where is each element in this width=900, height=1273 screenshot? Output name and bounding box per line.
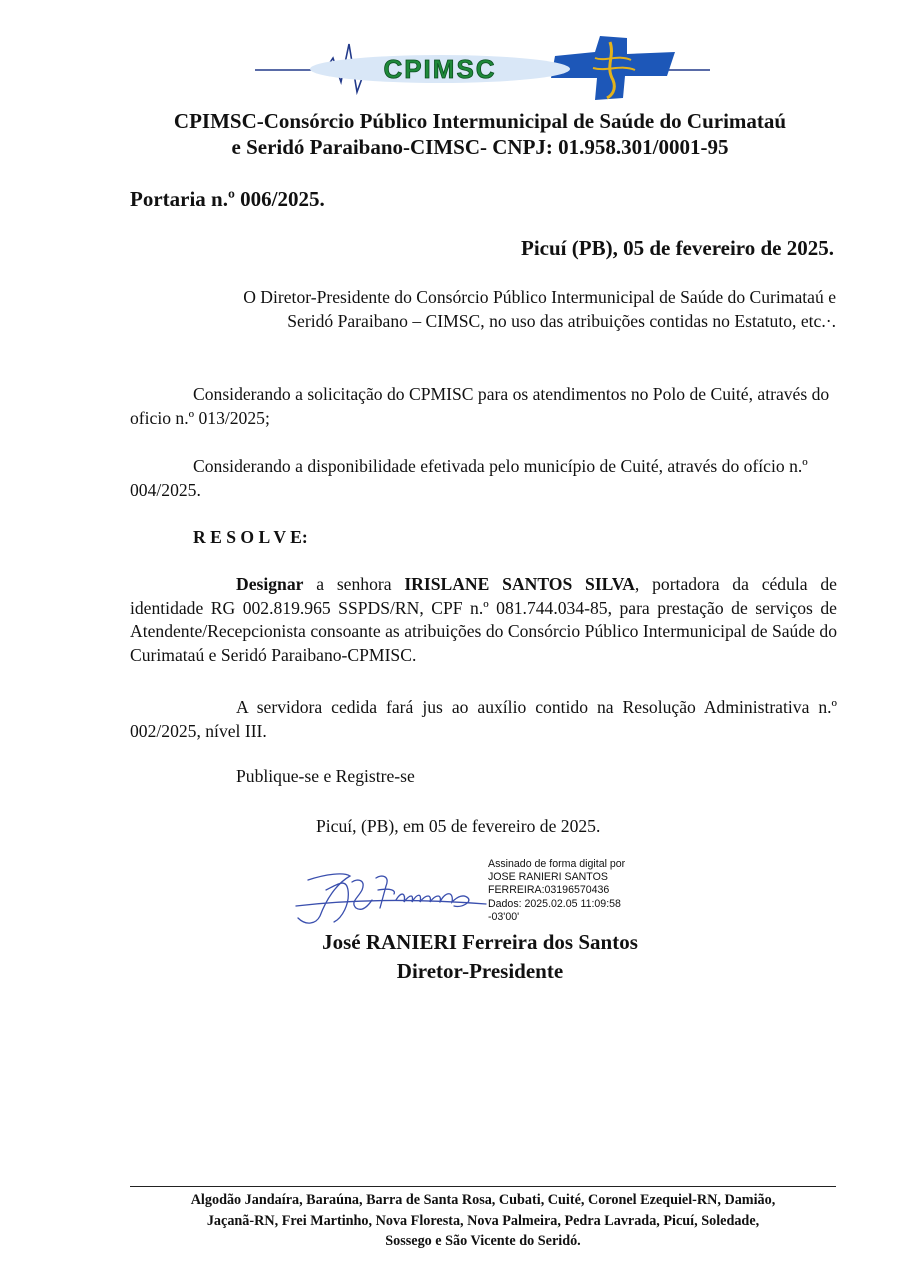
signer-name: José RANIERI Ferreira dos Santos bbox=[322, 930, 638, 954]
signer-block bbox=[270, 928, 690, 986]
designate-word: Designar bbox=[236, 574, 304, 594]
digital-line: Assinado de forma digital por bbox=[488, 858, 626, 870]
digital-line: FERREIRA:03196570436 bbox=[488, 884, 610, 897]
designation-paragraph bbox=[130, 573, 837, 667]
place-date: Picuí (PB), 05 de fevereiro de 2025. bbox=[521, 236, 834, 260]
publish-line: Publique-se e Registre-se bbox=[236, 766, 415, 786]
considering-paragraph-1: Considerando a solicitação do CPMISC para os atendimentos no Polo de Cuité, através do oficio n.º 013/2025; bbox=[130, 384, 830, 428]
org-line-2: e Seridó Paraibano-CIMSC- CNPJ: 01.958.301/0001-95 bbox=[231, 135, 729, 159]
digital-line: Dados: 2025.02.05 11:09:58 bbox=[488, 897, 621, 910]
logo-text: CPIMSC bbox=[383, 54, 497, 84]
aid-paragraph: A servidora cedida fará jus ao auxílio contido na Resolução Administrativa n.º 002/2025, nível III. bbox=[130, 697, 837, 741]
organization-name bbox=[100, 108, 860, 160]
footer-line-2: Jaçanã-RN, Frei Martinho, Nova Floresta, Nova Palmeira, Pedra Lavrada, Picuí, Soledade, bbox=[206, 1212, 760, 1229]
portaria-number: Portaria n.º 006/2025. bbox=[130, 187, 325, 211]
handwritten-signature bbox=[286, 860, 496, 930]
intro-paragraph: O Diretor-Presidente do Consórcio Público Intermunicipal de Saúde do Curimataú e Seridó Paraibano – CIMSC, no uso das atribuições contidas no Estatuto, etc.·. bbox=[243, 287, 836, 331]
footer-divider bbox=[130, 1186, 836, 1187]
signer-role: Diretor-Presidente bbox=[396, 959, 564, 983]
digital-signature-stamp bbox=[488, 858, 688, 924]
closing-date: Picuí, (PB), em 05 de fevereiro de 2025. bbox=[316, 816, 601, 836]
designate-mid: a senhora bbox=[303, 574, 405, 594]
resolve-heading: R E S O L V E: bbox=[193, 527, 308, 547]
considering-paragraph-2: Considerando a disponibilidade efetivada pelo município de Cuité, através do ofício n.º 004/2025. bbox=[130, 456, 808, 500]
designate-rest: , portadora da cédula de identidade RG 002.819.965 SSPDS/RN, CPF n.º 081.744.034-85, para prestação de serviços de Atendente/Recepcionista consoante as atribuições do Consórcio Público Intermunicipal de Saúde do Curimataú e Seridó Paraibano-CPMISC. bbox=[130, 574, 837, 665]
digital-line: -03'00' bbox=[488, 910, 520, 923]
footer-line-3: Sossego e São Vicente do Seridó. bbox=[385, 1233, 581, 1249]
footer-line-1: Algodão Jandaíra, Baraúna, Barra de Santa Rosa, Cubati, Cuité, Coronel Ezequiel-RN, Damião, bbox=[190, 1192, 776, 1208]
footer-municipalities bbox=[125, 1190, 841, 1252]
designee-name: IRISLANE SANTOS SILVA bbox=[404, 574, 635, 594]
org-line-1: CPIMSC-Consórcio Público Intermunicipal de Saúde do Curimataú bbox=[173, 109, 787, 133]
consortium-logo bbox=[255, 36, 710, 102]
digital-line: JOSE RANIERI SANTOS bbox=[488, 871, 608, 884]
